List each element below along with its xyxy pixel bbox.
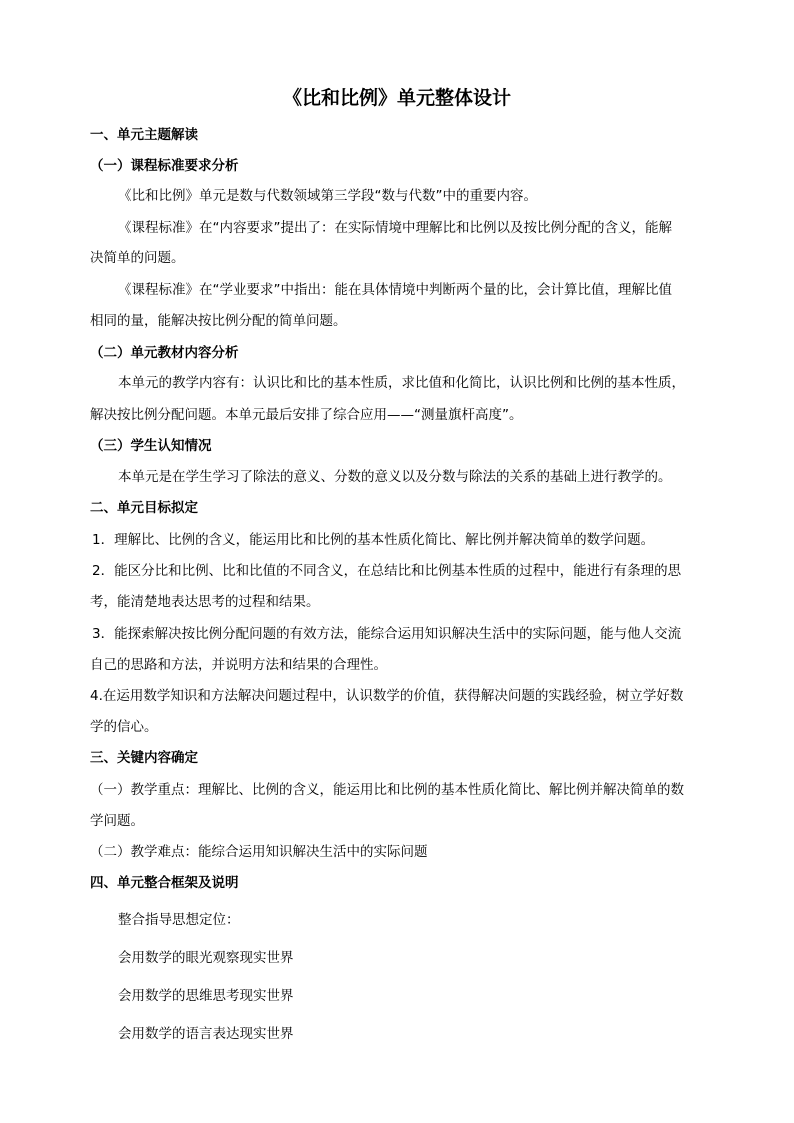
list-item-line: 2．能区分比和比例、比和比值的不同含义，在总结比和比例基本性质的过程中，能进行有条理的思: [92, 563, 682, 579]
paragraph-line: 学问题。: [90, 813, 144, 829]
paragraph-line: （一）教学重点：理解比、比例的含义，能运用比和比例的基本性质化简比、解比例并解决简单的数: [90, 782, 684, 798]
paragraph-line: 《课程标准》在“学业要求”中指出：能在具体情境中判断两个量的比，会计算比值，理解比值: [118, 282, 672, 298]
list-item-line: 考，能清楚地表达思考的过程和结果。: [90, 594, 320, 610]
paragraph: 会用数学的语言表达现实世界: [118, 1026, 294, 1042]
paragraph: 整合指导思想定位：: [118, 912, 240, 928]
paragraph: 会用数学的思维思考现实世界: [118, 988, 294, 1004]
list-item-line: 4.在运用数学知识和方法解决问题过程中，认识数学的价值，获得解决问题的实践经验，树立学好数: [90, 688, 684, 704]
list-item: 1．理解比、比例的含义，能运用比和比例的基本性质化简比、解比例并解决简单的数学问题。: [92, 532, 655, 548]
subsection-heading-1-3: （三）学生认知情况: [90, 438, 212, 454]
paragraph-line: 本单元的教学内容有：认识比和比的基本性质，求比值和化简比，认识比例和比例的基本性质，: [118, 375, 685, 391]
subsection-heading-1-2: （二）单元教材内容分析: [90, 345, 239, 361]
subsection-heading-1-1: （一）课程标准要求分析: [90, 158, 239, 174]
section-heading-4: 四、单元整合框架及说明: [90, 875, 239, 891]
document-title: 《比和比例》单元整体设计: [282, 87, 511, 109]
paragraph: 会用数学的眼光观察现实世界: [118, 950, 294, 966]
paragraph-line: 相同的量，能解决按比例分配的简单问题。: [90, 313, 347, 329]
paragraph-line: 解决按比例分配问题。本单元最后安排了综合应用——“测量旗杆高度”。: [90, 407, 523, 423]
paragraph: （二）教学难点：能综合运用知识解决生活中的实际问题: [90, 844, 428, 860]
list-item-line: 3．能探索解决按比例分配问题的有效方法，能综合运用知识解决生活中的实际问题，能与他人交流: [92, 626, 682, 642]
list-item-line: 自己的思路和方法，并说明方法和结果的合理性。: [90, 657, 387, 673]
section-heading-1: 一、单元主题解读: [90, 127, 198, 143]
paragraph: 本单元是在学生学习了除法的意义、分数的意义以及分数与除法的关系的基础上进行教学的。: [118, 469, 672, 485]
paragraph-line: 决简单的问题。: [90, 250, 185, 266]
paragraph-line: 《课程标准》在“内容要求”提出了：在实际情境中理解比和比例以及按比例分配的含义，能解: [118, 220, 672, 236]
list-item-line: 学的信心。: [90, 719, 158, 735]
section-heading-2: 二、单元目标拟定: [90, 500, 198, 516]
section-heading-3: 三、关键内容确定: [90, 750, 198, 766]
paragraph: 《比和比例》单元是数与代数领域第三学段“数与代数”中的重要内容。: [118, 188, 537, 204]
